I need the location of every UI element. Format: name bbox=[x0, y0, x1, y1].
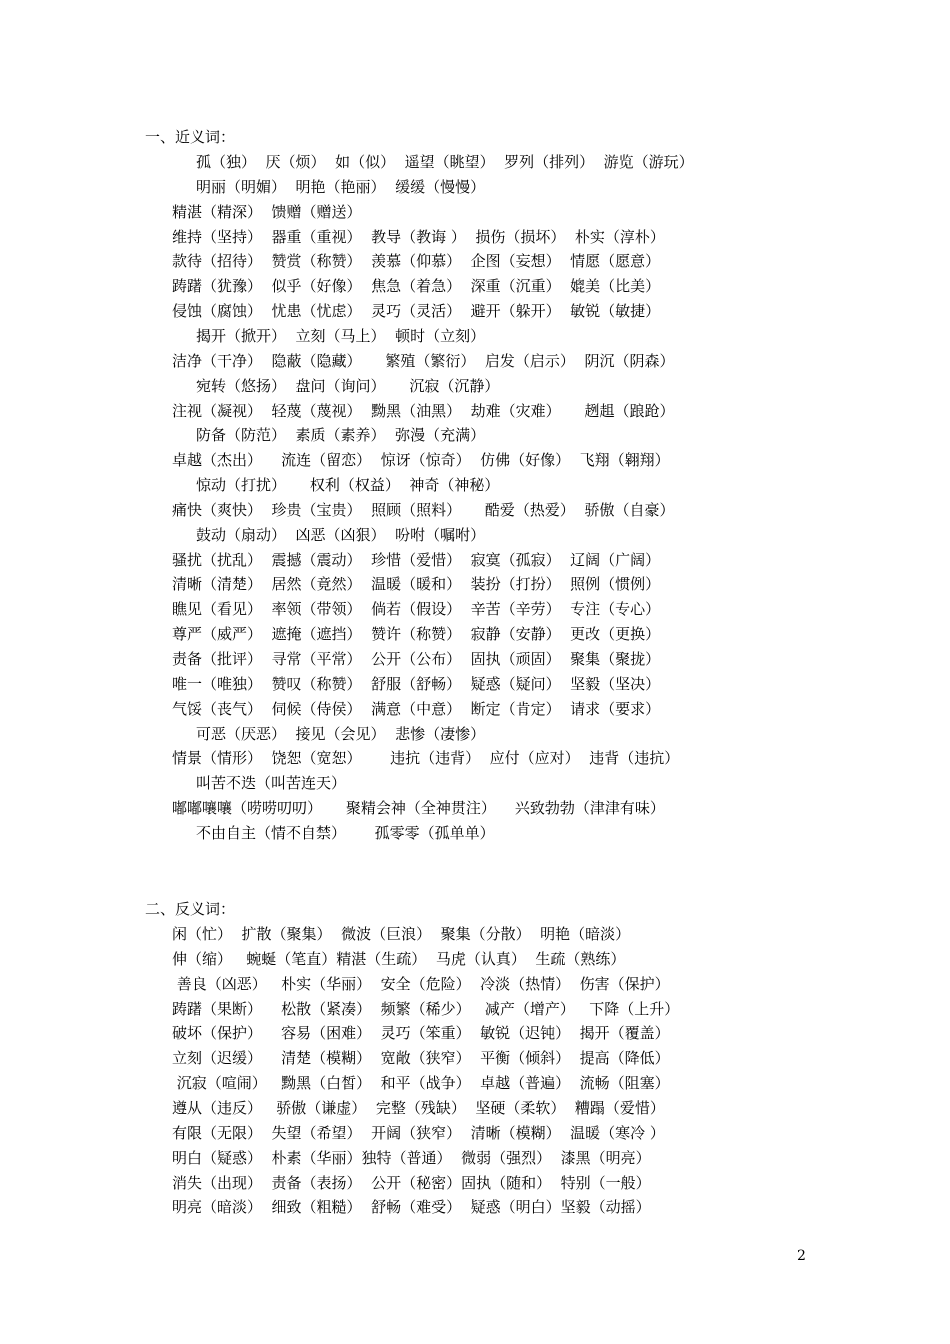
word-pair-line: 踌躇（果断） 松散（紧凑） 频繁（稀少） 减产（增产） 下降（上升） bbox=[172, 999, 680, 1018]
word-pair-line: 清晰（清楚） 居然（竟然） 温暖（暖和） 装扮（打扮） 照例（惯例） bbox=[172, 575, 661, 594]
word-pair-line: 惊动（打扰） 权利（权益） 神奇（神秘） bbox=[196, 476, 500, 495]
word-pair-line: 遵从（违反） 骄傲（谦虚） 完整（残缺） 坚硬（柔软） 糟蹋（爱惜） bbox=[172, 1098, 665, 1117]
word-pair-line: 叫苦不迭（叫苦连天） bbox=[196, 774, 347, 793]
word-pair-line: 明丽（明媚） 明艳（艳丽） 缓缓（慢慢） bbox=[196, 177, 486, 196]
word-pair-line: 卓越（杰出） 流连（留恋） 惊讶（惊奇） 仿佛（好像） 飞翔（翱翔） bbox=[172, 451, 670, 470]
word-pair-line: 痛快（爽快） 珍贵（宝贵） 照顾（照料） 酷爱（热爱） 骄傲（自豪） bbox=[172, 500, 675, 519]
word-pair-line: 明亮（暗淡） 细致（粗糙） 舒畅（难受） 疑惑（明白）坚毅（动摇） bbox=[172, 1198, 651, 1217]
word-pair-line: 消失（出现） 责备（表扬） 公开（秘密）固执（随和） 特别（一般） bbox=[172, 1173, 651, 1192]
word-pair-line: 善良（凶恶） 朴实（华丽） 安全（危险） 冷淡（热情） 伤害（保护） bbox=[172, 974, 670, 993]
word-pair-line: 沉寂（喧闹） 黝黑（白皙） 和平（战争） 卓越（普遍） 流畅（阻塞） bbox=[172, 1074, 670, 1093]
word-pair-line: 情景（情形） 饶恕（宽恕） 违抗（违背） 应付（应对） 违背（违抗） bbox=[172, 749, 680, 768]
word-pair-line: 注视（凝视） 轻蔑（蔑视） 黝黑（油黑） 劫难（灾难） 趔趄（踉跄） bbox=[172, 401, 675, 420]
word-pair-line: 嘟嘟嚷嚷（唠唠叨叨） 聚精会神（全神贯注） 兴致勃勃（津津有味） bbox=[172, 799, 665, 818]
word-pair-line: 不由自主（情不自禁） 孤零零（孤单单） bbox=[196, 823, 495, 842]
word-pair-line: 款待（招待） 赞赏（称赞） 羡慕（仰慕） 企图（妄想） 情愿（愿意） bbox=[172, 252, 661, 271]
word-pair-line: 鼓动（扇动） 凶恶（凶狠） 吩咐（嘱咐） bbox=[196, 525, 486, 544]
word-pair-line: 侵蚀（腐蚀） 忧患（忧虑） 灵巧（灵活） 避开（躲开） 敏锐（敏捷） bbox=[172, 302, 661, 321]
synonyms-heading: 一、近义词： bbox=[145, 128, 236, 146]
word-pair-line: 骚扰（扰乱） 震撼（震动） 珍惜（爱惜） 寂寞（孤寂） 辽阔（广阔） bbox=[172, 550, 661, 569]
word-pair-line: 揭开（掀开） 立刻（马上） 顿时（立刻） bbox=[196, 326, 486, 345]
word-pair-line: 宛转（悠扬） 盘问（询问） 沉寂（沉静） bbox=[196, 376, 500, 395]
word-pair-line: 尊严（威严） 遮掩（遮挡） 赞许（称赞） 寂静（安静） 更改（更换） bbox=[172, 625, 661, 644]
page-number: 2 bbox=[797, 1248, 806, 1264]
word-pair-line: 洁净（干净） 隐蔽（隐藏） 繁殖（繁衍） 启发（启示） 阴沉（阴森） bbox=[172, 351, 675, 370]
word-pair-line: 明白（疑惑） 朴素（华丽）独特（普通） 微弱（强烈） 漆黑（明亮） bbox=[172, 1148, 651, 1167]
word-pair-line: 精湛（精深） 馈赠（赠送） bbox=[172, 202, 362, 221]
word-pair-line: 立刻（迟缓） 清楚（模糊） 宽敞（狭窄） 平衡（倾斜） 提高（降低） bbox=[172, 1049, 670, 1068]
word-pair-line: 责备（批评） 寻常（平常） 公开（公布） 固执（顽固） 聚集（聚拢） bbox=[172, 650, 661, 668]
antonyms-heading: 二、反义词： bbox=[145, 900, 236, 918]
word-pair-line: 防备（防范） 素质（素养） 弥漫（充满） bbox=[196, 426, 486, 445]
word-pair-line: 可恶（厌恶） 接见（会见） 悲惨（凄惨） bbox=[196, 724, 486, 743]
word-pair-line: 有限（无限） 失望（希望） 开阔（狭窄） 清晰（模糊） 温暖（寒冷 ） bbox=[172, 1123, 665, 1142]
word-pair-line: 闲（忙） 扩散（聚集） 微波（巨浪） 聚集（分散） 明艳（暗淡） bbox=[172, 925, 631, 943]
word-pair-line: 踌躇（犹豫） 似乎（好像） 焦急（着急） 深重（沉重） 媲美（比美） bbox=[172, 277, 661, 296]
word-pair-line: 瞧见（看见） 率领（带领） 倘若（假设） 辛苦（辛劳） 专注（专心） bbox=[172, 600, 661, 619]
word-pair-line: 气馁（丧气） 伺候（侍侯） 满意（中意） 断定（肯定） 请求（要求） bbox=[172, 699, 661, 718]
word-pair-line: 唯一（唯独） 赞叹（称赞） 舒服（舒畅） 疑惑（疑问） 坚毅（坚决） bbox=[172, 674, 661, 693]
word-pair-line: 孤（独） 厌（烦） 如（似） 遥望（眺望） 罗列（排列） 游览（游玩） bbox=[196, 153, 694, 171]
word-pair-line: 破坏（保护） 容易（困难） 灵巧（笨重） 敏锐（迟钝） 揭开（覆盖） bbox=[172, 1024, 670, 1043]
word-pair-line: 伸（缩） 蜿蜒（笔直）精湛（生疏） 马虎（认真） 生疏（熟练） bbox=[172, 949, 626, 968]
word-pair-line: 维持（坚持） 器重（重视） 教导（教诲 ） 损伤（损坏） 朴实（淳朴） bbox=[172, 227, 665, 246]
